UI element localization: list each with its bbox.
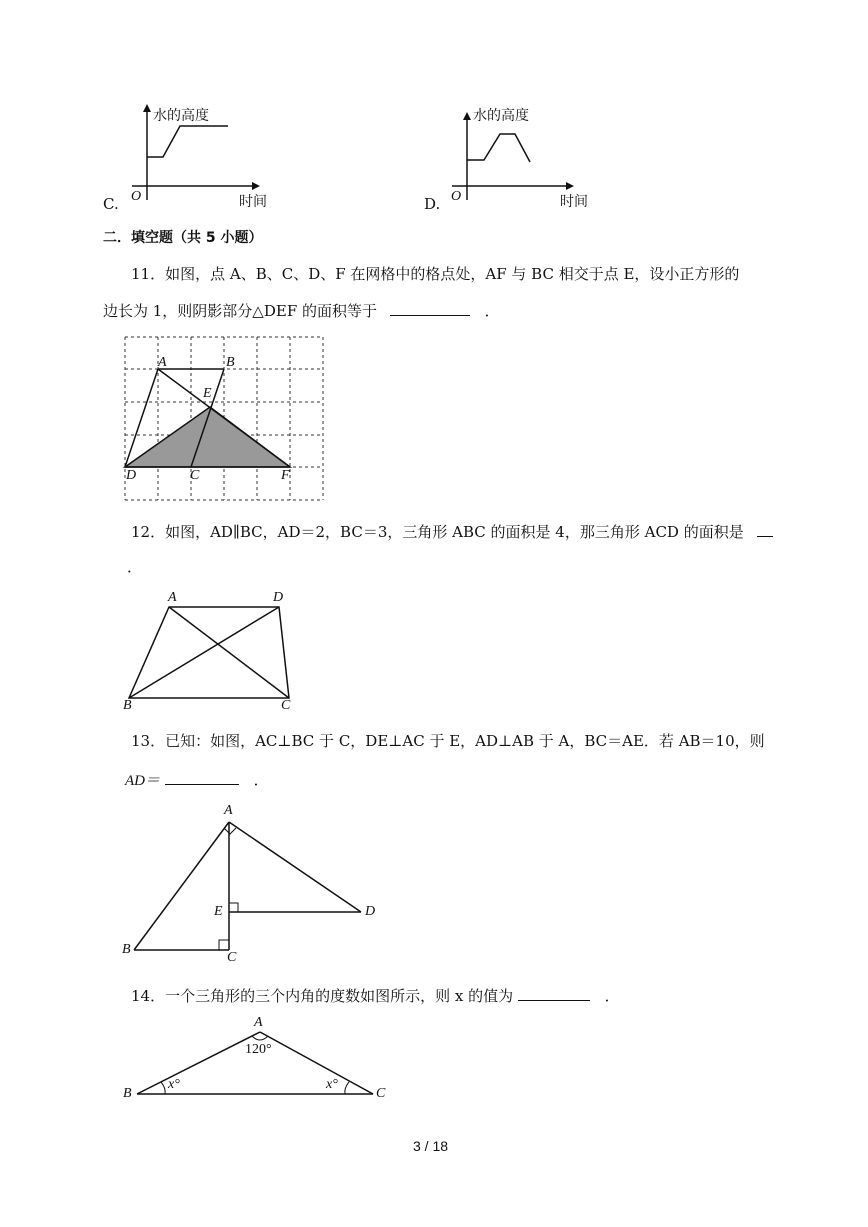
q12-line1-text: 12．如图，AD∥BC，AD＝2，BC＝3，三角形 ABC 的面积是 4，那三角形 ACD 的面积是 [131, 523, 744, 541]
option-c-ylabel: 水的高度 [153, 108, 209, 124]
q12-label-d: D [273, 590, 284, 605]
q14-line1-end: ． [604, 987, 620, 1005]
q11-line1: 11．如图，点 A、B、C、D、F 在网格中的格点处，AF 与 BC 相交于点 E，设小正方形的 [131, 265, 740, 283]
q14-line1-text: 14．一个三角形的三个内角的度数如图所示，则 x 的值为 [131, 987, 514, 1005]
q14-label-c: C [376, 1086, 386, 1101]
q11-line2-end: ． [484, 302, 500, 320]
option-d-origin: O [451, 189, 462, 204]
q14-label-a: A [254, 1015, 263, 1030]
q13-line1: 13．已知：如图，AC⊥BC 于 C，DE⊥AC 于 E，AD⊥AB 于 A，BC＝AE．若 AB＝10，则 [131, 732, 765, 750]
option-c-letter: C. [103, 195, 119, 213]
option-d-xlabel: 时间 [560, 194, 588, 210]
section-title: 二．填空题（共 5 小题） [103, 230, 263, 246]
q11-line2-text: 边长为 1，则阴影部分△DEF 的面积等于 [103, 302, 378, 320]
q14-angle-a: 120° [245, 1042, 272, 1057]
option-c-origin: O [131, 189, 142, 204]
q11-label-c: C [190, 468, 200, 483]
q13-label-e: E [214, 904, 223, 919]
q12-line2-end: ． [127, 558, 143, 576]
q13-label-b: B [122, 942, 131, 957]
q11-label-b: B [226, 355, 235, 370]
q14-label-b: B [123, 1086, 132, 1101]
q13-label-a: A [224, 803, 233, 818]
q11-label-a: A [158, 355, 167, 370]
page-number: 3 / 18 [413, 1138, 449, 1154]
q13-line2-text: AD＝ [125, 773, 160, 789]
option-c-xlabel: 时间 [239, 194, 267, 210]
q12-label-c: C [281, 698, 291, 713]
q13-label-d: D [365, 904, 376, 919]
q12-label-a: A [168, 590, 177, 605]
q14-angle-b: x° [168, 1077, 180, 1092]
q12-label-b: B [123, 698, 132, 713]
q13-line2-end: ． [253, 771, 269, 789]
q14-angle-c: x° [326, 1077, 338, 1092]
option-d-ylabel: 水的高度 [473, 108, 529, 124]
q13-label-c: C [227, 950, 237, 965]
q11-label-f: F [281, 468, 290, 483]
q11-label-d: D [126, 468, 137, 483]
q11-label-e: E [203, 386, 212, 401]
option-d-letter: D. [424, 195, 441, 213]
